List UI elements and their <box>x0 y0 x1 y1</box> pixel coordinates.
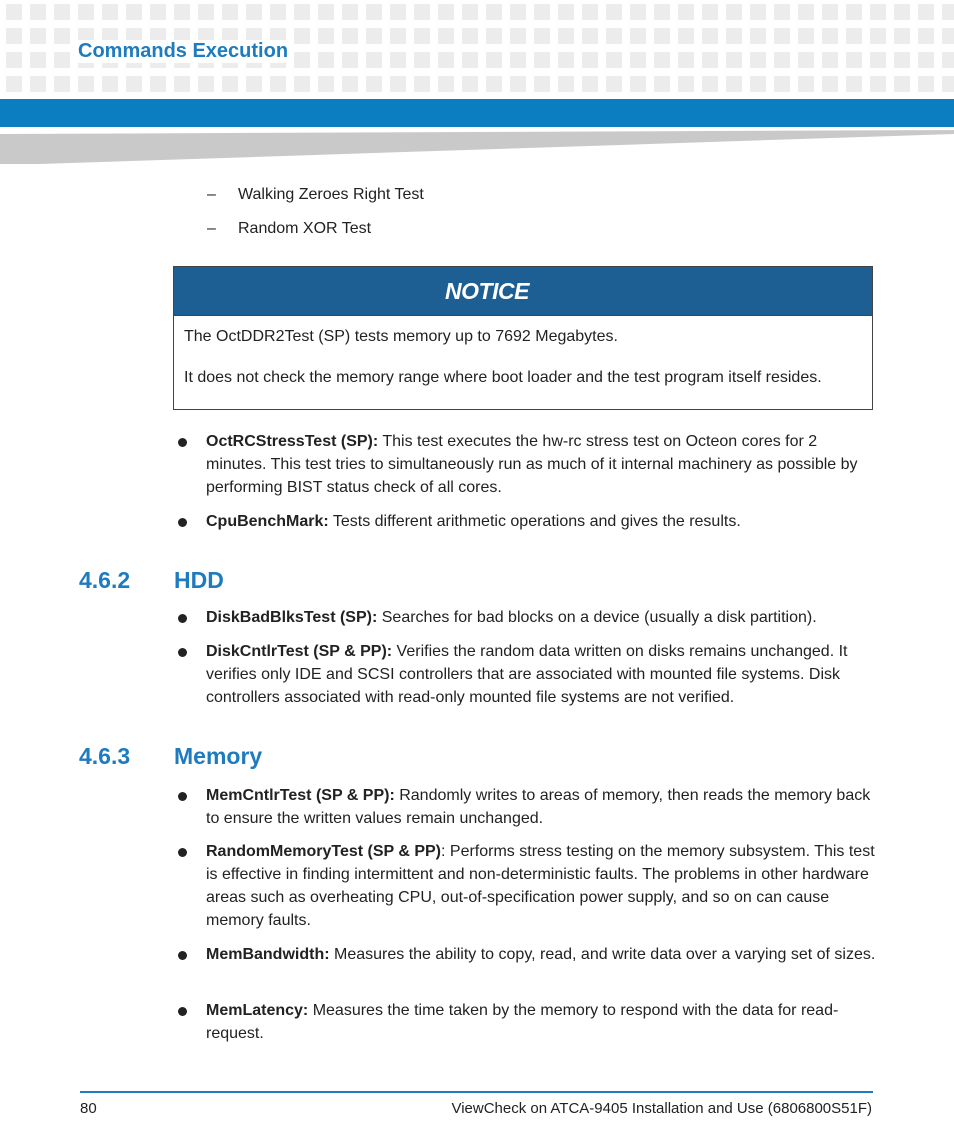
header-pattern-square <box>30 76 46 92</box>
header-pattern-square <box>702 52 718 68</box>
footer-rule <box>80 1091 873 1093</box>
header-pattern-square <box>798 52 814 68</box>
dash-list-item: – Random XOR Test <box>207 220 372 237</box>
bullet-icon <box>178 438 187 447</box>
header-pattern-square <box>54 4 70 20</box>
dash-item-text: Random XOR Test <box>238 220 372 237</box>
notice-header <box>174 267 872 316</box>
bullet-term: CpuBenchMark: <box>206 513 329 530</box>
header-pattern-square <box>6 52 22 68</box>
header-pattern-square <box>894 52 910 68</box>
bullet-icon <box>178 518 187 527</box>
header-pattern-square <box>558 76 574 92</box>
header-pattern-square <box>126 4 142 20</box>
header-pattern-square <box>654 52 670 68</box>
header-pattern-square <box>318 52 334 68</box>
bullet-term: OctRCStressTest (SP): <box>206 433 379 450</box>
header-pattern-square <box>270 4 286 20</box>
header-pattern-square <box>414 4 430 20</box>
header-pattern-square <box>342 28 358 44</box>
header-pattern-square <box>174 76 190 92</box>
header-pattern-square <box>294 52 310 68</box>
bullet-term: MemCntlrTest (SP & PP): <box>206 787 395 804</box>
header-pattern-square <box>654 76 670 92</box>
footer-doc-title: ViewCheck on ATCA-9405 Installation and Use (6806800S51F) <box>451 1100 872 1117</box>
notice-line: It does not check the memory range where boot loader and the test program itself resides. <box>184 369 822 386</box>
bullet-icon <box>178 614 187 623</box>
bullet-desc: Verifies the random data written on disks remains unchanged. It verifies only IDE and SCSI controllers that are associated with mounted file systems. Disk controllers associated with read-only mounted file systems are not verified. <box>206 643 848 706</box>
section-title: Memory <box>174 743 263 769</box>
header-pattern-square <box>294 76 310 92</box>
header-pattern-square <box>630 76 646 92</box>
header-pattern-square <box>750 4 766 20</box>
header-pattern-square <box>942 52 954 68</box>
header-pattern-square <box>438 52 454 68</box>
bullet-icon <box>178 1007 187 1016</box>
header-pattern-square <box>390 28 406 44</box>
header-pattern-square <box>414 52 430 68</box>
header-pattern-square <box>318 28 334 44</box>
header-pattern-square <box>774 52 790 68</box>
header-pattern-square <box>606 28 622 44</box>
header-pattern-square <box>174 4 190 20</box>
header-pattern-square <box>870 28 886 44</box>
header-pattern-square <box>678 28 694 44</box>
bullet-desc: Searches for bad blocks on a device (usually a disk partition). <box>377 609 817 626</box>
section-heading-memory <box>79 743 262 770</box>
header-pattern-square <box>798 4 814 20</box>
header-pattern-square <box>822 28 838 44</box>
header-pattern-square <box>462 4 478 20</box>
header-pattern-square <box>366 4 382 20</box>
header-swoosh <box>0 130 954 164</box>
header-pattern-square <box>342 52 358 68</box>
bullet-desc: : Performs stress testing on the memory subsystem. This test is effective in finding intermittent and non-deterministic faults. The problems in other hardware areas such as overheating CPU, out-of-specification power supply, and so on can cause memory faults. <box>206 843 875 929</box>
header-pattern-square <box>918 28 934 44</box>
header-pattern-square <box>366 28 382 44</box>
header-pattern-square <box>462 52 478 68</box>
header-pattern-square <box>822 76 838 92</box>
header-pattern-square <box>630 28 646 44</box>
header-pattern-square <box>822 52 838 68</box>
bullet-term: DiskCntlrTest (SP & PP): <box>206 643 393 660</box>
header-pattern-square <box>702 28 718 44</box>
header-pattern-square <box>510 52 526 68</box>
bullet-icon <box>178 848 187 857</box>
header-pattern-square <box>438 28 454 44</box>
header-pattern-square <box>390 4 406 20</box>
header-pattern-square <box>534 28 550 44</box>
header-pattern-square <box>222 76 238 92</box>
notice-line: The OctDDR2Test (SP) tests memory up to 7692 Megabytes. <box>184 328 618 345</box>
header-pattern-square <box>318 76 334 92</box>
header-pattern-square <box>78 4 94 20</box>
header-pattern-square <box>366 76 382 92</box>
header-pattern-square <box>846 4 862 20</box>
bullet-term: MemLatency: <box>206 1002 309 1019</box>
header-pattern-square <box>726 28 742 44</box>
header-pattern-square <box>462 76 478 92</box>
header-pattern-square <box>54 52 70 68</box>
header-pattern-square <box>942 28 954 44</box>
header-pattern-square <box>918 76 934 92</box>
header-pattern-square <box>582 76 598 92</box>
header-pattern-square <box>6 4 22 20</box>
header-pattern-square <box>486 76 502 92</box>
header-pattern-square <box>750 52 766 68</box>
header-pattern-square <box>150 4 166 20</box>
header-pattern-square <box>870 76 886 92</box>
header-pattern-square <box>606 76 622 92</box>
header-pattern-square <box>534 52 550 68</box>
header-pattern-square <box>486 52 502 68</box>
dash-item-text: Walking Zeroes Right Test <box>238 186 424 203</box>
header-pattern-square <box>414 28 430 44</box>
bullet-term: RandomMemoryTest (SP & PP) <box>206 843 442 860</box>
section-heading-hdd <box>79 567 224 594</box>
bullet-icon <box>178 648 187 657</box>
bullet-icon <box>178 951 187 960</box>
bullet-icon <box>178 792 187 801</box>
section-number: 4.6.2 <box>79 567 131 593</box>
header-pattern-square <box>846 28 862 44</box>
header-pattern-square <box>630 52 646 68</box>
header-pattern-square <box>486 4 502 20</box>
header-pattern-square <box>366 52 382 68</box>
header-pattern-square <box>726 76 742 92</box>
header-pattern-square <box>894 28 910 44</box>
header-pattern-square <box>870 4 886 20</box>
header-pattern-square <box>558 28 574 44</box>
header-pattern-square <box>6 28 22 44</box>
header-pattern-square <box>510 28 526 44</box>
header-pattern-square <box>198 4 214 20</box>
header-pattern-square <box>270 76 286 92</box>
header-pattern-square <box>750 76 766 92</box>
header-pattern-square <box>414 76 430 92</box>
header-pattern-square <box>654 4 670 20</box>
header-pattern-square <box>342 4 358 20</box>
bullet-term: DiskBadBlksTest (SP): <box>206 609 378 626</box>
bullet-desc: Measures the time taken by the memory to respond with the data for read-request. <box>206 1002 839 1042</box>
header-pattern-square <box>30 52 46 68</box>
header-pattern-square <box>582 28 598 44</box>
header-pattern-square <box>6 76 22 92</box>
bullet-desc: Randomly writes to areas of memory, then reads the memory back to ensure the written values remain unchanged. <box>206 787 871 827</box>
header-pattern-square <box>606 52 622 68</box>
header-pattern-square <box>750 28 766 44</box>
header-pattern-square <box>294 28 310 44</box>
header-pattern-square <box>678 76 694 92</box>
header-pattern-square <box>390 52 406 68</box>
header-pattern-square <box>582 4 598 20</box>
header-pattern-square <box>126 76 142 92</box>
header-pattern-square <box>774 4 790 20</box>
header-pattern-square <box>294 4 310 20</box>
header-pattern-square <box>678 4 694 20</box>
header-pattern-square <box>942 76 954 92</box>
header-bar <box>0 99 954 127</box>
header-pattern-square <box>870 52 886 68</box>
bullet-desc: Tests different arithmetic operations and gives the results. <box>328 513 741 530</box>
header-pattern-square <box>894 76 910 92</box>
header-pattern-square <box>486 28 502 44</box>
header-pattern-square <box>798 28 814 44</box>
section-number: 4.6.3 <box>79 743 131 769</box>
header-pattern-square <box>726 4 742 20</box>
header-pattern-square <box>390 76 406 92</box>
notice-title: NOTICE <box>445 277 529 304</box>
header-pattern-square <box>222 4 238 20</box>
header-pattern-square <box>702 4 718 20</box>
header-pattern-square <box>102 76 118 92</box>
header-pattern-square <box>510 76 526 92</box>
header-pattern-square <box>702 76 718 92</box>
header-pattern-square <box>246 4 262 20</box>
header-pattern-square <box>54 76 70 92</box>
header-pattern-square <box>606 4 622 20</box>
dash-list-item: – Walking Zeroes Right Test <box>207 186 424 203</box>
header-pattern-square <box>198 76 214 92</box>
bullet-desc: Measures the ability to copy, read, and write data over a varying set of sizes. <box>329 946 876 963</box>
header-pattern-square <box>318 4 334 20</box>
header-pattern-square <box>630 4 646 20</box>
header-pattern-square <box>150 76 166 92</box>
header-pattern-square <box>462 28 478 44</box>
header-title: Commands Execution <box>78 40 292 63</box>
notice-box <box>173 266 873 410</box>
header-pattern-square <box>654 28 670 44</box>
header-pattern-square <box>342 76 358 92</box>
header-pattern-square <box>558 52 574 68</box>
header-pattern-square <box>846 52 862 68</box>
header-pattern-square <box>438 76 454 92</box>
header-pattern-square <box>510 4 526 20</box>
header-pattern-square <box>678 52 694 68</box>
header-pattern-square <box>30 28 46 44</box>
header-pattern-square <box>246 76 262 92</box>
header-pattern-square <box>918 4 934 20</box>
bullet-desc: This test executes the hw-rc stress test on Octeon cores for 2 minutes. This test tries to simultaneously run as much of it internal machinery as possible by performing BIST status check of all cores. <box>206 433 858 496</box>
header-pattern-square <box>30 4 46 20</box>
header-pattern-square <box>918 52 934 68</box>
header-pattern-square <box>102 4 118 20</box>
header-pattern-square <box>534 4 550 20</box>
section-title: HDD <box>174 567 224 593</box>
header-pattern-square <box>582 52 598 68</box>
header-pattern-square <box>438 4 454 20</box>
header-pattern-square <box>54 28 70 44</box>
header-pattern-square <box>774 76 790 92</box>
header-pattern-square <box>774 28 790 44</box>
header-pattern-square <box>942 4 954 20</box>
page-number: 80 <box>80 1100 97 1117</box>
header-pattern-square <box>534 76 550 92</box>
header-pattern-square <box>846 76 862 92</box>
header-pattern-square <box>558 4 574 20</box>
header-pattern-square <box>822 4 838 20</box>
header-pattern-square <box>78 76 94 92</box>
header-pattern-square <box>726 52 742 68</box>
bullet-term: MemBandwidth: <box>206 946 330 963</box>
header-pattern-square <box>894 4 910 20</box>
header-pattern-square <box>798 76 814 92</box>
